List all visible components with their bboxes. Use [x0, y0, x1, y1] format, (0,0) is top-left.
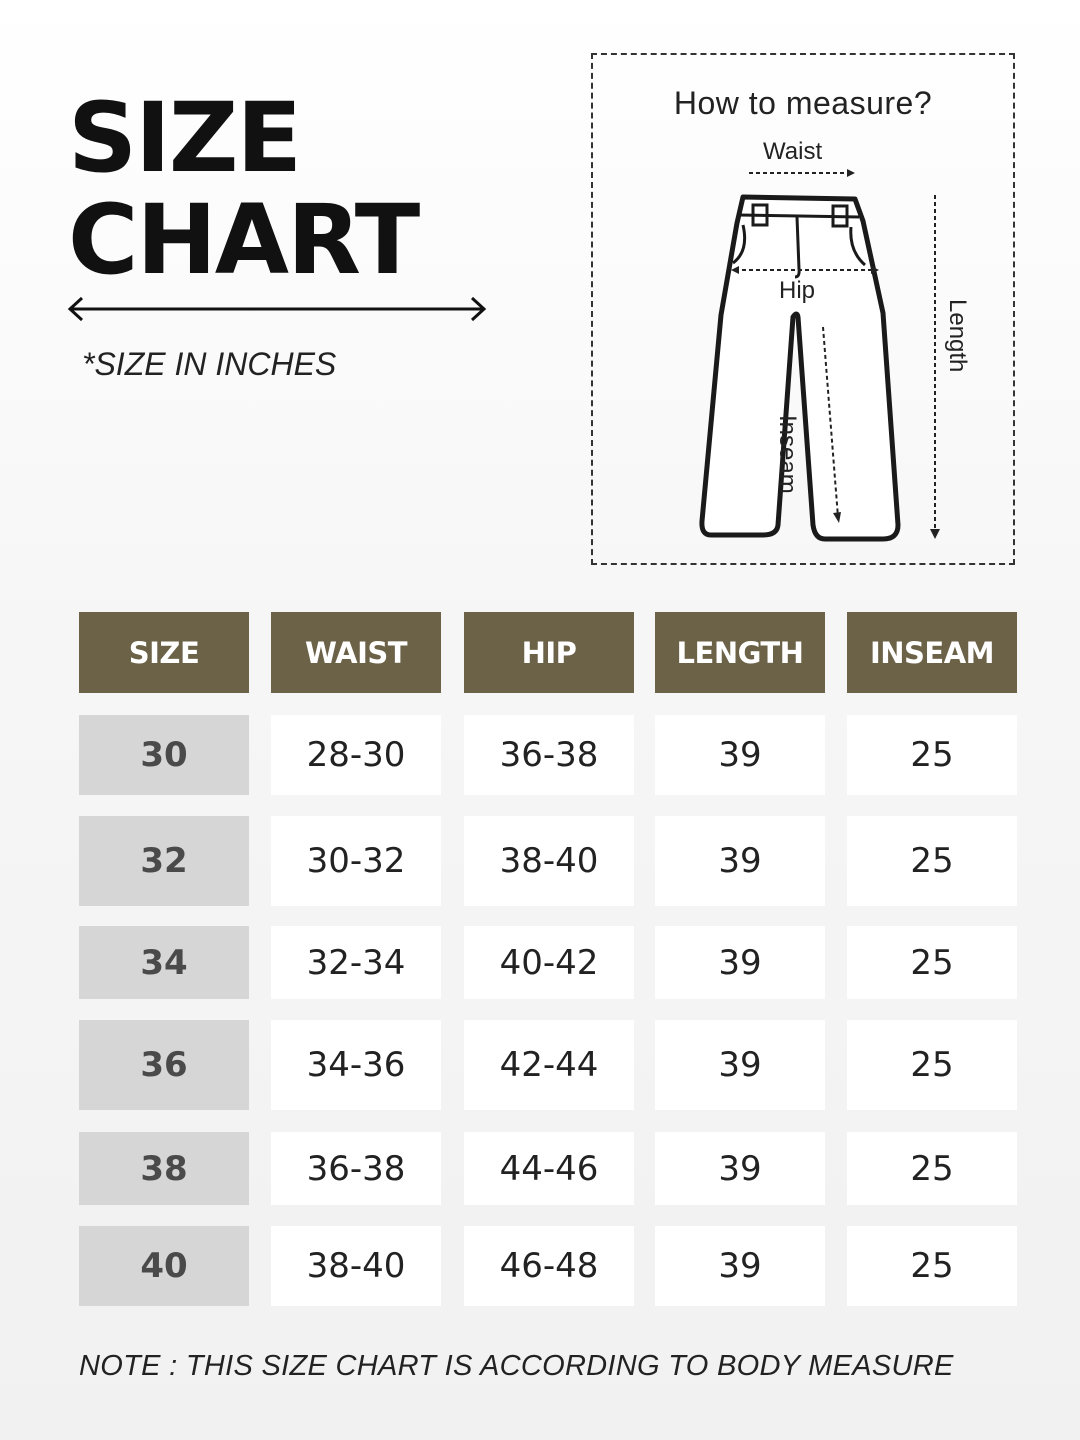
cell-waist: 34-36 [271, 1020, 441, 1110]
cell-inseam: 25 [847, 1132, 1017, 1205]
cell-waist: 30-32 [271, 816, 441, 906]
title-line-2: CHART [68, 184, 419, 296]
cell-length: 39 [655, 1020, 825, 1110]
cell-waist: 32-34 [271, 926, 441, 999]
cell-size: 36 [79, 1020, 249, 1110]
header-waist: WAIST [271, 612, 441, 693]
header-length: LENGTH [655, 612, 825, 693]
footer-note: NOTE : THIS SIZE CHART IS ACCORDING TO BODY MEASURE [79, 1350, 954, 1382]
size-unit-note: *SIZE IN INCHES [82, 346, 337, 382]
cell-hip: 40-42 [464, 926, 634, 999]
cell-inseam: 25 [847, 715, 1017, 795]
cell-hip: 44-46 [464, 1132, 634, 1205]
cell-waist: 36-38 [271, 1132, 441, 1205]
cell-waist: 28-30 [271, 715, 441, 795]
cell-inseam: 25 [847, 816, 1017, 906]
cell-size: 40 [79, 1226, 249, 1306]
waist-label: Waist [763, 138, 823, 165]
double-arrow-icon [66, 294, 488, 324]
cell-size: 34 [79, 926, 249, 999]
cell-length: 39 [655, 816, 825, 906]
header-inseam: INSEAM [847, 612, 1017, 693]
cell-hip: 42-44 [464, 1020, 634, 1110]
hip-label: Hip [779, 277, 816, 304]
cell-inseam: 25 [847, 1226, 1017, 1306]
cell-size: 38 [79, 1132, 249, 1205]
cell-hip: 46-48 [464, 1226, 634, 1306]
cell-length: 39 [655, 715, 825, 795]
title-line-1: SIZE [68, 82, 301, 194]
cell-length: 39 [655, 926, 825, 999]
cell-waist: 38-40 [271, 1226, 441, 1306]
cell-hip: 38-40 [464, 816, 634, 906]
cell-length: 39 [655, 1132, 825, 1205]
how-to-measure-panel [591, 53, 1015, 565]
cell-inseam: 25 [847, 926, 1017, 999]
cell-inseam: 25 [847, 1020, 1017, 1110]
header-size: SIZE [79, 612, 249, 693]
how-to-measure-title: How to measure? [673, 85, 933, 121]
cell-size: 30 [79, 715, 249, 795]
cell-length: 39 [655, 1226, 825, 1306]
header-hip: HIP [464, 612, 634, 693]
inseam-label: Inseam [774, 415, 801, 494]
cell-hip: 36-38 [464, 715, 634, 795]
length-label: Length [944, 299, 971, 373]
cell-size: 32 [79, 816, 249, 906]
